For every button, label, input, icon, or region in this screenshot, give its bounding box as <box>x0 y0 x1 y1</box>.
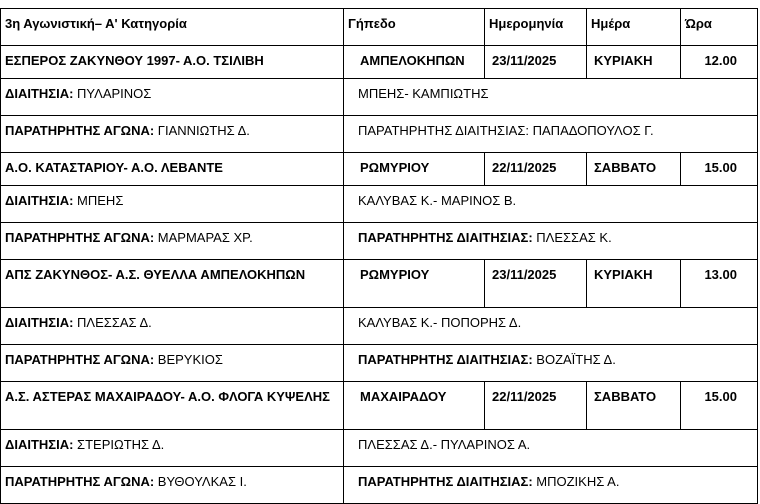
match-date: 23/11/2025 <box>485 46 587 79</box>
header-day: Ημέρα <box>587 9 681 46</box>
match-observer-cell <box>1 467 344 504</box>
referee-observer-cell <box>344 223 758 260</box>
referee-cell <box>1 430 344 467</box>
header-field: Γήπεδο <box>344 9 485 46</box>
referee-label: ΔΙΑΙΤΗΣΙΑ: <box>5 193 74 208</box>
header-row <box>1 9 758 46</box>
match-time: 13.00 <box>681 260 758 308</box>
match-day: ΣΑΒΒΑΤΟ <box>587 153 681 186</box>
referee-cell <box>1 186 344 223</box>
referee-observer-name: ΠΑΠΑΔΟΠΟΥΛΟΣ Γ. <box>532 123 654 138</box>
match-row <box>1 153 758 186</box>
match-teams: Α.Ο. ΚΑΤΑΣΤΑΡΙΟΥ- Α.Ο. ΛΕΒΑΝΤΕ <box>1 153 344 186</box>
assistant-referees: ΜΠΕΗΣ- ΚΑΜΠΙΩΤΗΣ <box>344 79 758 116</box>
match-observer-label: ΠΑΡΑΤΗΡΗΤΗΣ ΑΓΩΝΑ: <box>5 352 155 367</box>
assistant-referees: ΠΛΕΣΣΑΣ Δ.- ΠΥΛΑΡΙΝΟΣ Α. <box>344 430 758 467</box>
match-observer-cell <box>1 345 344 382</box>
referee-name: ΠΛΕΣΣΑΣ Δ. <box>77 315 152 330</box>
fixtures-table <box>0 8 758 504</box>
referee-observer-cell <box>344 467 758 504</box>
match-observer-label: ΠΑΡΑΤΗΡΗΤΗΣ ΑΓΩΝΑ: <box>5 230 155 245</box>
referee-observer-label: ΠΑΡΑΤΗΡΗΤΗΣ ΔΙΑΙΤΗΣΙΑΣ: <box>358 230 533 245</box>
referee-observer-name: ΒΟΖΑΪΤΗΣ Δ. <box>536 352 616 367</box>
match-row <box>1 382 758 430</box>
referee-observer-name: ΠΛΕΣΣΑΣ Κ. <box>536 230 612 245</box>
match-observer-name: ΜΑΡΜΑΡΑΣ ΧΡ. <box>157 230 253 245</box>
observer-row <box>1 223 758 260</box>
match-field: ΡΩΜΥΡΙΟΥ <box>344 153 485 186</box>
referee-label: ΔΙΑΙΤΗΣΙΑ: <box>5 315 74 330</box>
match-observer-name: ΓΙΑΝΝΙΩΤΗΣ Δ. <box>157 123 250 138</box>
referee-label: ΔΙΑΙΤΗΣΙΑ: <box>5 86 74 101</box>
referee-name: ΣΤΕΡΙΩΤΗΣ Δ. <box>77 437 165 452</box>
match-time: 15.00 <box>681 382 758 430</box>
assistant-referees: ΚΑΛΥΒΑΣ Κ.- ΠΟΠΟΡΗΣ Δ. <box>344 308 758 345</box>
match-date: 23/11/2025 <box>485 260 587 308</box>
referee-row <box>1 308 758 345</box>
assistant-referees: ΚΑΛΥΒΑΣ Κ.- ΜΑΡΙΝΟΣ Β. <box>344 186 758 223</box>
match-row <box>1 46 758 79</box>
referee-name: ΜΠΕΗΣ <box>77 193 124 208</box>
referee-observer-label: ΠΑΡΑΤΗΡΗΤΗΣ ΔΙΑΙΤΗΣΙΑΣ: <box>358 123 529 138</box>
match-observer-cell <box>1 223 344 260</box>
match-day: ΣΑΒΒΑΤΟ <box>587 382 681 430</box>
referee-observer-name: ΜΠΟΖΙΚΗΣ Α. <box>536 474 620 489</box>
referee-row <box>1 186 758 223</box>
match-teams: ΕΣΠΕΡΟΣ ΖΑΚΥΝΘΟΥ 1997- Α.Ο. ΤΣΙΛΙΒΗ <box>1 46 344 79</box>
match-observer-name: ΒΥΘΟΥΛΚΑΣ Ι. <box>157 474 247 489</box>
match-time: 15.00 <box>681 153 758 186</box>
match-observer-label: ΠΑΡΑΤΗΡΗΤΗΣ ΑΓΩΝΑ: <box>5 474 155 489</box>
match-field: ΡΩΜΥΡΙΟΥ <box>344 260 485 308</box>
match-observer-name: ΒΕΡΥΚΙΟΣ <box>157 352 223 367</box>
referee-observer-cell <box>344 116 758 153</box>
header-time: Ώρα <box>681 9 758 46</box>
match-teams: ΑΠΣ ΖΑΚΥΝΘΟΣ- Α.Σ. ΘΥΕΛΛΑ ΑΜΠΕΛΟΚΗΠΩΝ <box>1 260 344 308</box>
header-category: 3η Αγωνιστική– Α' Κατηγορία <box>1 9 344 46</box>
referee-cell <box>1 308 344 345</box>
referee-row <box>1 430 758 467</box>
referee-row <box>1 79 758 116</box>
match-time: 12.00 <box>681 46 758 79</box>
referee-name: ΠΥΛΑΡΙΝΟΣ <box>77 86 152 101</box>
referee-label: ΔΙΑΙΤΗΣΙΑ: <box>5 437 74 452</box>
referee-cell <box>1 79 344 116</box>
match-field: ΑΜΠΕΛΟΚΗΠΩΝ <box>344 46 485 79</box>
match-observer-label: ΠΑΡΑΤΗΡΗΤΗΣ ΑΓΩΝΑ: <box>5 123 155 138</box>
header-date: Ημερομηνία <box>485 9 587 46</box>
match-day: ΚΥΡΙΑΚΗ <box>587 260 681 308</box>
match-row <box>1 260 758 308</box>
match-observer-cell <box>1 116 344 153</box>
match-field: ΜΑΧΑΙΡΑΔΟΥ <box>344 382 485 430</box>
match-day: ΚΥΡΙΑΚΗ <box>587 46 681 79</box>
match-date: 22/11/2025 <box>485 153 587 186</box>
referee-observer-label: ΠΑΡΑΤΗΡΗΤΗΣ ΔΙΑΙΤΗΣΙΑΣ: <box>358 474 533 489</box>
observer-row <box>1 345 758 382</box>
referee-observer-label: ΠΑΡΑΤΗΡΗΤΗΣ ΔΙΑΙΤΗΣΙΑΣ: <box>358 352 533 367</box>
observer-row <box>1 116 758 153</box>
referee-observer-cell <box>344 345 758 382</box>
observer-row <box>1 467 758 504</box>
match-date: 22/11/2025 <box>485 382 587 430</box>
match-teams: Α.Σ. ΑΣΤΕΡΑΣ ΜΑΧΑΙΡΑΔΟΥ- Α.Ο. ΦΛΟΓΑ ΚΥΨΕΛΗΣ <box>1 382 344 430</box>
